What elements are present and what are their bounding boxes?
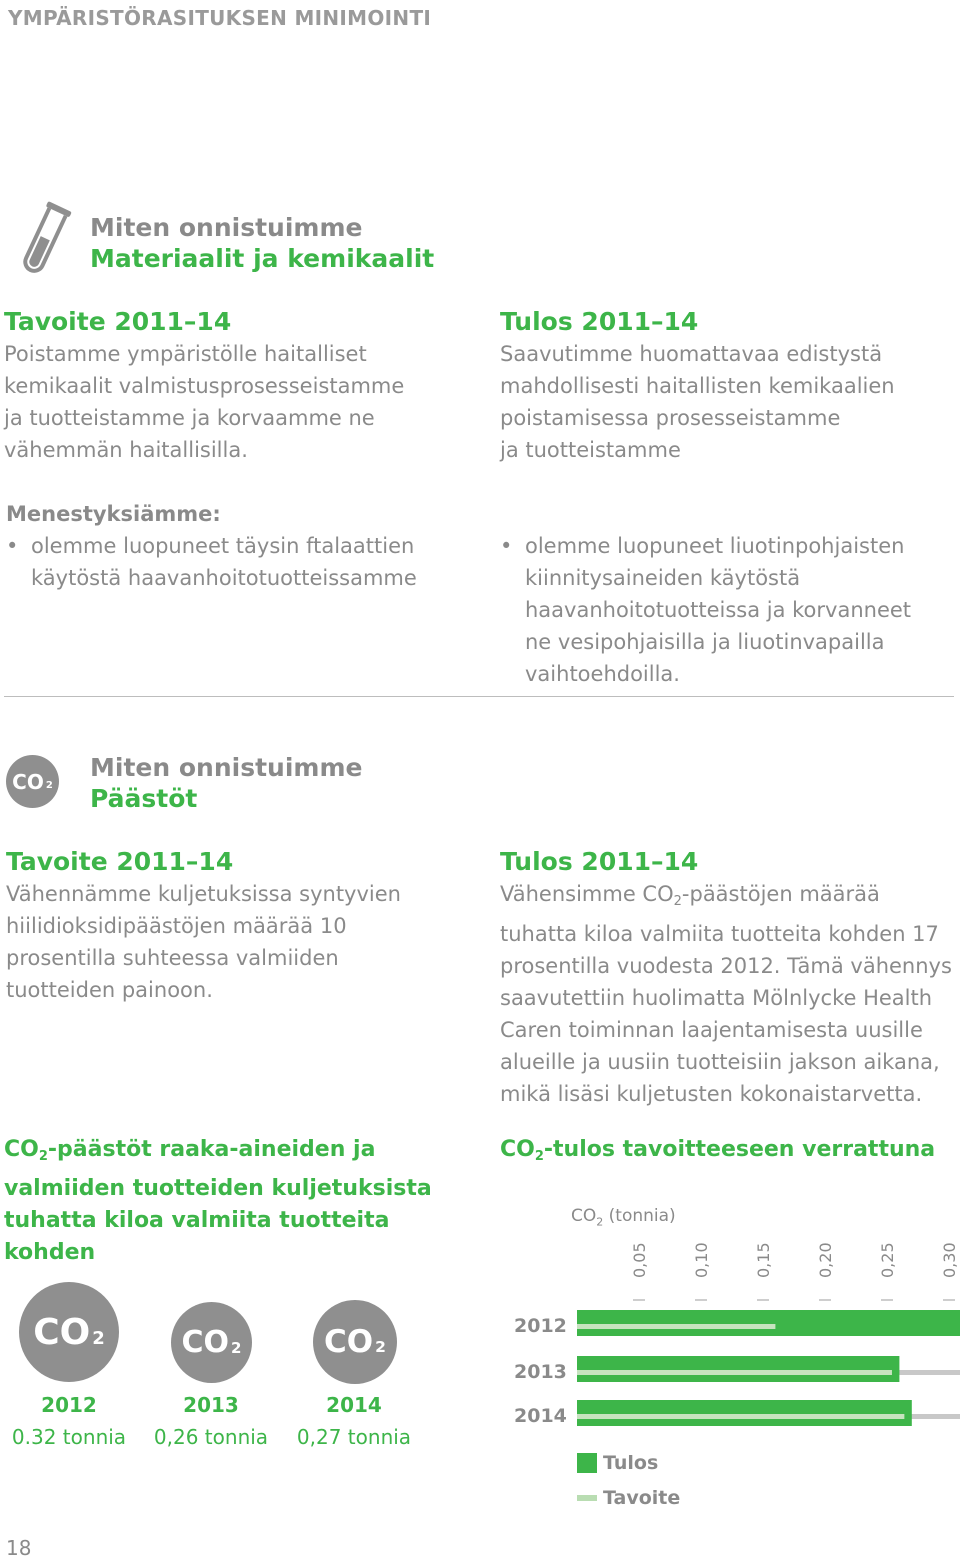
successes-label: Menestyksiämme: <box>6 502 221 526</box>
category-label: 2012 <box>514 1315 567 1337</box>
text-line: haavanhoitotuotteissa ja korvanneet <box>525 598 912 622</box>
text-line: mikä lisäsi kuljetusten kokonaistarvetta. <box>500 1082 923 1106</box>
text-line: tuhatta kiloa valmiita tuotteita kohden 17 <box>500 922 939 946</box>
text-line: ne vesipohjaisilla ja liuotinvapailla <box>525 630 885 654</box>
chart-heading: $CO_2$-tulos tavoitteeseen verrattuna <box>500 1137 936 1164</box>
text-line: vähemmän haitallisilla. <box>4 438 248 462</box>
text-line: saavutettiin huolimatta Mölnlycke Health <box>500 986 933 1010</box>
circle-year-2012: 2012 <box>41 1393 97 1417</box>
tick-label: 0,10 <box>692 1242 711 1278</box>
text-line: poistamisessa prosesseistamme <box>500 406 841 430</box>
text-line: Saavutimme huomattavaa edistystä <box>500 342 883 366</box>
bar-tulos <box>577 1356 899 1382</box>
materials-result-title: Tulos 2011–14 <box>500 307 699 336</box>
co2-circle-2013: CO 2 <box>171 1302 252 1383</box>
co2-circle-2014: CO 2 <box>313 1300 397 1384</box>
materials-heading <box>90 212 434 274</box>
materials-result <box>500 306 955 466</box>
tick-label: 0,30 <box>940 1242 959 1278</box>
text-line: Vähennämme kuljetuksissa syntyvien <box>6 882 401 906</box>
bullet-dot: • <box>6 534 19 558</box>
text-line: mahdollisesti haitallisten kemikaalien <box>500 374 895 398</box>
text-line: olemme luopuneet täysin ftalaattien <box>31 534 415 558</box>
text-line: kemikaalit valmistusprosesseistamme <box>4 374 405 398</box>
text-line: olemme luopuneet liuotinpohjaisten <box>525 534 905 558</box>
materials-heading-line1: Miten onnistuimme <box>90 213 363 242</box>
text-line: kiinnitysaineiden käytöstä <box>525 566 801 590</box>
category-label: 2014 <box>514 1405 567 1427</box>
bar-tulos <box>577 1400 912 1426</box>
tick-label: 0,20 <box>816 1242 835 1278</box>
text-line: alueille ja uusiin tuotteisiin jakson aikana, <box>500 1050 940 1074</box>
legend-swatch-tavoite <box>577 1495 597 1501</box>
legend-label-tavoite: Tavoite <box>603 1487 681 1509</box>
emissions-heading-line1: Miten onnistuimme <box>90 753 363 782</box>
comparison-chart <box>500 1230 960 1450</box>
emissions-heading <box>90 752 362 814</box>
emissions-result-title: Tulos 2011–14 <box>500 847 699 876</box>
text-line: ja tuotteistamme ja korvaamme ne <box>4 406 375 430</box>
text-line: Poistamme ympäristölle haitalliset <box>4 342 367 366</box>
co2-icon: CO 2 <box>6 755 59 808</box>
circle-value-2014: 0,27 tonnia <box>296 1425 412 1449</box>
materials-goal-text <box>4 338 474 466</box>
text-line: prosentilla suhteessa valmiiden <box>6 946 339 970</box>
tick-label: 0,05 <box>630 1242 649 1278</box>
emissions-result <box>500 846 958 1110</box>
bar-tavoite <box>577 1370 892 1375</box>
circle-value-2013: 0,26 tonnia <box>153 1425 269 1449</box>
bullet-item <box>6 530 476 594</box>
text-line: käytöstä haavanhoitotuotteissamme <box>31 566 417 590</box>
successes-left <box>6 498 476 594</box>
emissions-goal-text <box>6 878 476 1006</box>
text-line: tuotteiden painoon. <box>6 978 213 1002</box>
page-number: 18 <box>6 1536 32 1560</box>
text-line: hiilidioksidipäästöjen määrää 10 <box>6 914 347 938</box>
chart-unit-label: $CO_2$ (tonnia) <box>571 1206 676 1229</box>
text-line: Vähensimme $CO_2$-päästöjen määrää <box>500 882 880 909</box>
legend-item-tavoite <box>577 1487 680 1509</box>
tick-label: 0,25 <box>878 1242 897 1278</box>
circle-value-2012: 0.32 tonnia <box>11 1425 127 1449</box>
co2-circle-2012: CO 2 <box>19 1282 119 1382</box>
bullet-dot: • <box>500 534 513 558</box>
text-line: Caren toiminnan laajentamisesta uusille <box>500 1018 923 1042</box>
tick-label: 0,15 <box>754 1242 773 1278</box>
circle-year-2013: 2013 <box>183 1393 239 1417</box>
section-divider <box>4 696 954 697</box>
text-line: ja tuotteistamme <box>500 438 681 462</box>
successes-right <box>500 530 955 690</box>
materials-goal-title: Tavoite 2011–14 <box>4 307 232 336</box>
materials-goal <box>4 306 474 466</box>
legend-swatch-tulos <box>577 1453 597 1473</box>
legend-item-tulos <box>577 1452 658 1474</box>
bar-tavoite <box>577 1324 775 1329</box>
text-line: tuhatta kiloa valmiita tuotteita kohden <box>4 1208 390 1265</box>
text-line: vaihtoehdoilla. <box>525 662 680 686</box>
text-line: valmiiden tuotteiden kuljetuksista <box>4 1176 432 1201</box>
bar-tavoite <box>577 1414 904 1419</box>
section-title: YMPÄRISTÖRASITUKSEN MINIMOINTI <box>8 6 432 30</box>
chart-svg <box>500 1230 960 1450</box>
materials-heading-line2: Materiaalit ja kemikaalit <box>90 244 435 273</box>
emissions-per-ton-heading <box>4 1134 474 1269</box>
circle-year-2014: 2014 <box>326 1393 382 1417</box>
emissions-heading-line2: Päästöt <box>90 784 198 813</box>
emissions-goal <box>6 846 476 1006</box>
legend-label-tulos: Tulos <box>603 1452 659 1474</box>
category-label: 2013 <box>514 1361 567 1383</box>
emissions-goal-title: Tavoite 2011–14 <box>6 847 234 876</box>
bullet-item <box>500 530 955 690</box>
bar-tulos <box>577 1310 960 1336</box>
text-line: prosentilla vuodesta 2012. Tämä vähennys <box>500 954 952 978</box>
materials-result-text <box>500 338 955 466</box>
test-tube-icon <box>14 200 74 286</box>
text-line: $CO_2$-päästöt raaka-aineiden ja <box>4 1137 376 1164</box>
emissions-result-text <box>500 878 958 1110</box>
